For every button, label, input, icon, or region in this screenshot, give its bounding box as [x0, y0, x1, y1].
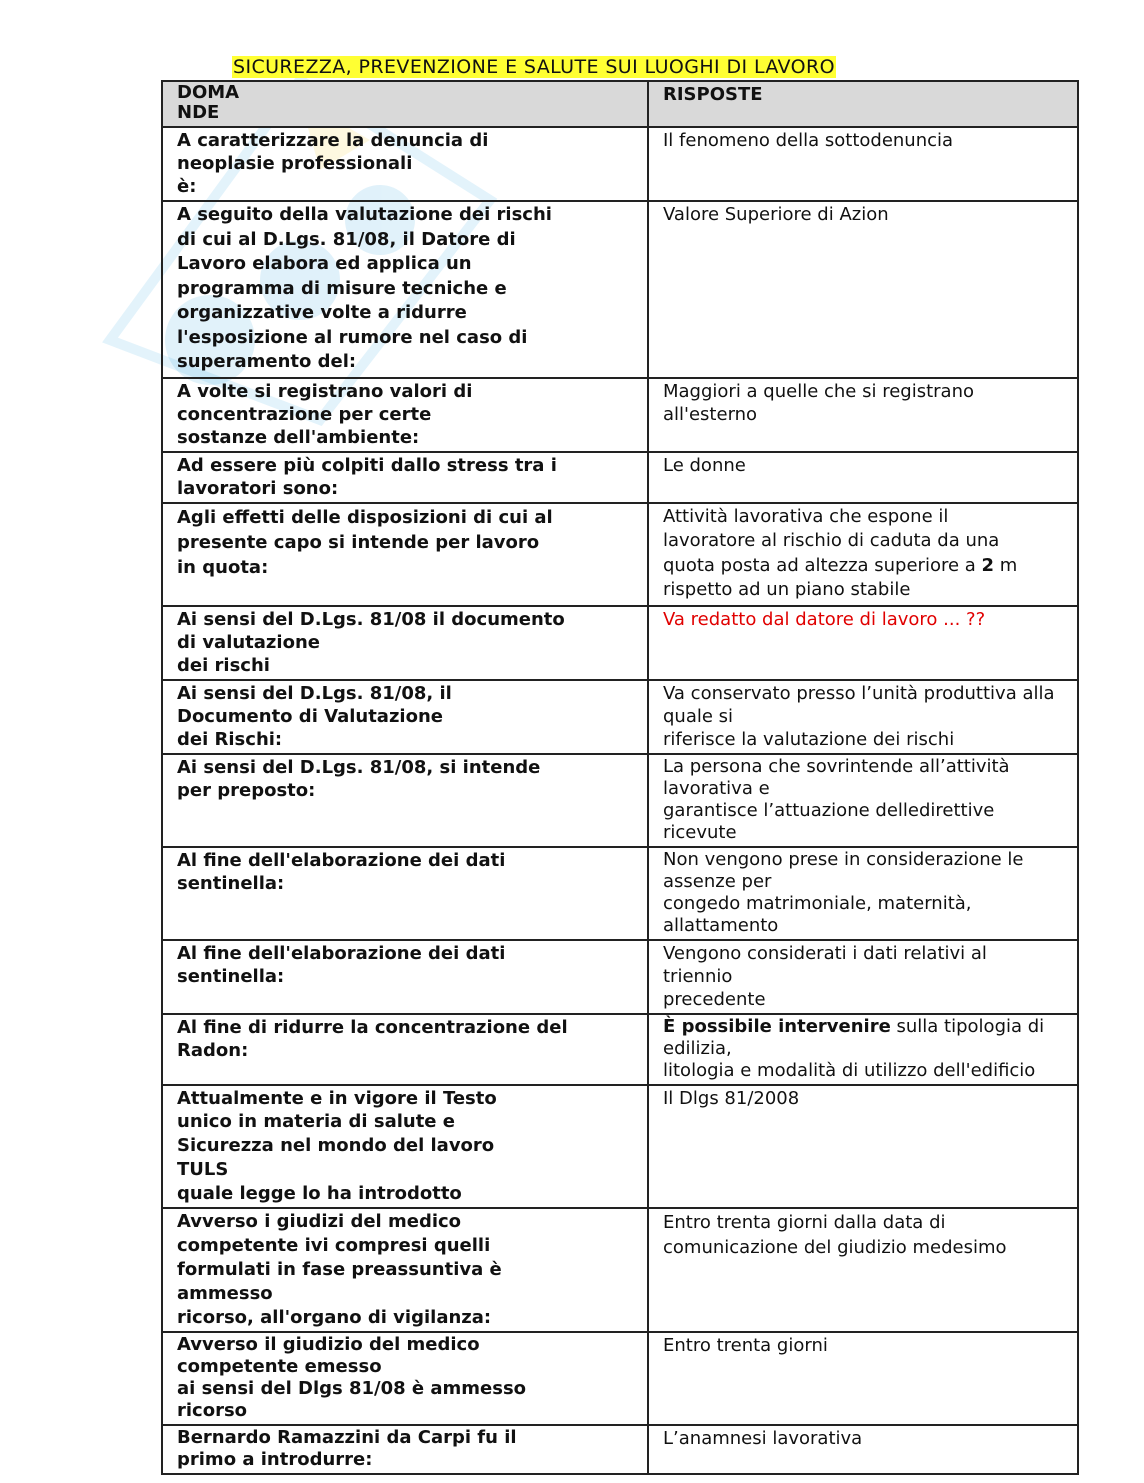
answer-cell [648, 606, 1078, 680]
answer-cell: L’anamnesi lavorativa [648, 1425, 1078, 1474]
qa-table [161, 80, 1079, 1475]
table-row [162, 1332, 1078, 1425]
question-cell: Agli effetti delle disposizioni di cui al presente capo si intende per lavoro in quota: [162, 503, 648, 606]
table-row [162, 680, 1078, 754]
header-answers: RISPOSTE [648, 81, 1078, 127]
question-cell: Ai sensi del D.Lgs. 81/08 il documento di valutazione dei rischi [162, 606, 648, 680]
question-cell: Bernardo Ramazzini da Carpi fu il primo a introdurre: [162, 1425, 648, 1474]
question-cell: Ai sensi del D.Lgs. 81/08, il Documento di Valutazione dei Rischi: [162, 680, 648, 754]
table-row [162, 378, 1078, 452]
table-row [162, 754, 1078, 847]
question-cell: A volte si registrano valori di concentrazione per certe sostanze dell'ambiente: [162, 378, 648, 452]
question-cell: Ad essere più colpiti dallo stress tra i lavoratori sono: [162, 452, 648, 503]
question-cell: A seguito della valutazione dei rischi di cui al D.Lgs. 81/08, il Datore di Lavoro elabora ed applica un programma di misure tecniche e organizzative volte a ridurre l'esposizione al rumore nel caso di superamento del: [162, 201, 648, 378]
table-row [162, 1208, 1078, 1332]
answer-text: sulla tipologia di edilizia, litologia e modalità di utilizzo dell'edificio [663, 1015, 1045, 1081]
answer-text: Attività lavorativa che espone il lavoratore al rischio di caduta da una quota posta ad altezza superiore a [663, 505, 1000, 576]
answer-cell: Le donne [648, 452, 1078, 503]
answer-cell: Va conservato presso l’unità produttiva alla quale si riferisce la valutazione dei rischi [648, 680, 1078, 754]
table-header-row [162, 81, 1078, 127]
header-questions: DOMA NDE [162, 81, 648, 127]
answer-cell: Non vengono prese in considerazione le assenze per congedo matrimoniale, maternità, allattamento [648, 847, 1078, 940]
answer-cell: La persona che sovrintende all’attività lavorativa e garantisce l’attuazione delledirettive ricevute [648, 754, 1078, 847]
answer-cell: Il Dlgs 81/2008 [648, 1085, 1078, 1209]
table-row [162, 847, 1078, 940]
answer-cell: Il fenomeno della sottodenuncia [648, 127, 1078, 201]
table-row [162, 201, 1078, 378]
answer-cell: Maggiori a quelle che si registrano all'esterno [648, 378, 1078, 452]
question-cell: Al fine dell'elaborazione dei dati sentinella: [162, 940, 648, 1014]
answer-text: m rispetto ad un piano stabile [663, 554, 1018, 600]
question-cell: Attualmente e in vigore il Testo unico in materia di salute e Sicurezza nel mondo del lavoro TULS quale legge lo ha introdotto [162, 1085, 648, 1209]
table-row [162, 606, 1078, 680]
table-row [162, 1425, 1078, 1474]
table-row [162, 127, 1078, 201]
answer-cell: Entro trenta giorni [648, 1332, 1078, 1425]
table-row [162, 940, 1078, 1014]
table-row [162, 1014, 1078, 1085]
question-cell: Al fine dell'elaborazione dei dati sentinella: [162, 847, 648, 940]
question-cell: Avverso i giudizi del medico competente ivi compresi quelli formulati in fase preassuntiva è ammesso ricorso, all'organo di vigilanza: [162, 1208, 648, 1332]
answer-cell [648, 1014, 1078, 1085]
question-cell: Avverso il giudizio del medico competente emesso ai sensi del Dlgs 81/08 è ammesso ricorso [162, 1332, 648, 1425]
question-cell: A caratterizzare la denuncia di neoplasie professionali è: [162, 127, 648, 201]
answer-cell [648, 503, 1078, 606]
answer-cell: Valore Superiore di Azion [648, 201, 1078, 378]
answer-cell: Entro trenta giorni dalla data di comunicazione del giudizio medesimo [648, 1208, 1078, 1332]
question-cell: Al fine di ridurre la concentrazione del Radon: [162, 1014, 648, 1085]
answer-red-text: Va redatto dal datore di lavoro ... ?? [663, 608, 986, 630]
table-row [162, 452, 1078, 503]
answer-bold-value: 2 [981, 554, 995, 576]
answer-bold-text: È possibile intervenire [663, 1015, 891, 1037]
answer-cell: Vengono considerati i dati relativi al triennio precedente [648, 940, 1078, 1014]
table-row [162, 1085, 1078, 1209]
document-title: SICUREZZA, PREVENZIONE E SALUTE SUI LUOGHI DI LAVORO [233, 56, 835, 78]
table-row [162, 503, 1078, 606]
question-cell: Ai sensi del D.Lgs. 81/08, si intende per preposto: [162, 754, 648, 847]
